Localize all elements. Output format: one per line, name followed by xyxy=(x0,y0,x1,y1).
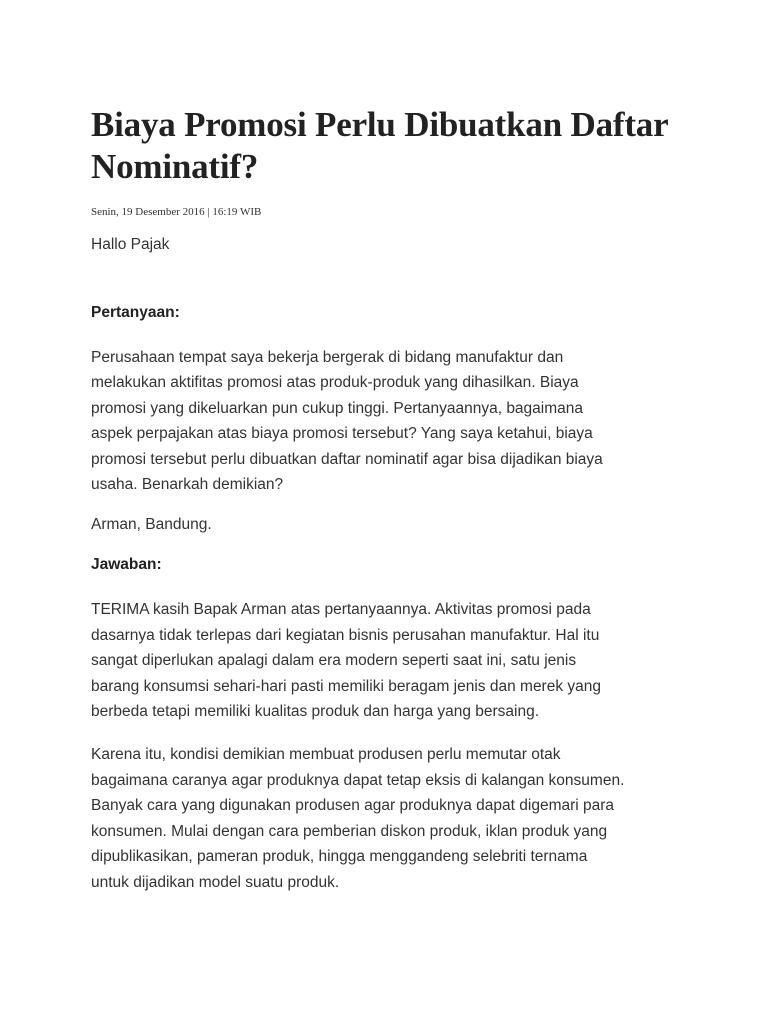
answer-paragraph xyxy=(91,742,711,894)
paragraph-line: aspek perpajakan atas biaya promosi tersebut? Yang saya ketahui, biaya xyxy=(91,425,593,443)
greeting: Hallo Pajak xyxy=(91,236,170,253)
question-signature: Arman, Bandung. xyxy=(91,516,212,534)
paragraph-line: TERIMA kasih Bapak Arman atas pertanyaannya. Aktivitas promosi pada xyxy=(91,601,591,619)
article-title xyxy=(91,104,711,188)
paragraph-line: Perusahaan tempat saya bekerja bergerak di bidang manufaktur dan xyxy=(91,349,564,366)
paragraph-line: dasarnya tidak terlepas dari kegiatan bisnis perusahan manufaktur. Hal itu xyxy=(91,626,600,644)
paragraph-line: dipublikasikan, pameran produk, hingga menggandeng selebriti ternama xyxy=(91,848,588,866)
title-line: Biaya Promosi Perlu Dibuatkan Daftar xyxy=(91,105,669,144)
paragraph-line: berbeda tetapi memiliki kualitas produk dan harga yang bersaing. xyxy=(91,703,540,721)
paragraph-line: barang konsumsi sehari-hari pasti memiliki beragam jenis dan merek yang xyxy=(91,677,602,695)
question-paragraph xyxy=(91,345,711,497)
paragraph-line: bagaimana caranya agar produknya dapat tetap eksis di kalangan konsumen. xyxy=(91,771,625,789)
paragraph-line: promosi yang dikeluarkan pun cukup tinggi. Pertanyaannya, bagaimana xyxy=(91,399,584,417)
paragraph-line: Banyak cara yang digunakan produsen agar produknya dapat digemari para xyxy=(91,797,615,815)
paragraph-line: konsumen. Mulai dengan cara pemberian diskon produk, iklan produk yang xyxy=(91,822,608,840)
title-line: Nominatif? xyxy=(91,147,259,186)
paragraph-line: melakukan aktifitas promosi atas produk-produk yang dihasilkan. Biaya xyxy=(91,374,579,392)
paragraph-line: sangat diperlukan apalagi dalam era modern seperti saat ini, satu jenis xyxy=(91,652,577,670)
paragraph-line: promosi tersebut perlu dibuatkan daftar nominatif agar bisa dijadikan biaya xyxy=(91,450,603,468)
question-heading: Pertanyaan: xyxy=(91,304,180,321)
paragraph-line: Karena itu, kondisi demikian membuat produsen perlu memutar otak xyxy=(91,746,561,764)
article-dateline: Senin, 19 Desember 2016 | 16:19 WIB xyxy=(91,206,262,218)
paragraph-line: untuk dijadikan model suatu produk. xyxy=(91,873,340,891)
answer-paragraph xyxy=(91,597,711,724)
answer-heading: Jawaban: xyxy=(91,556,162,574)
article xyxy=(91,104,711,895)
paragraph-line: usaha. Benarkah demikian? xyxy=(91,476,284,494)
